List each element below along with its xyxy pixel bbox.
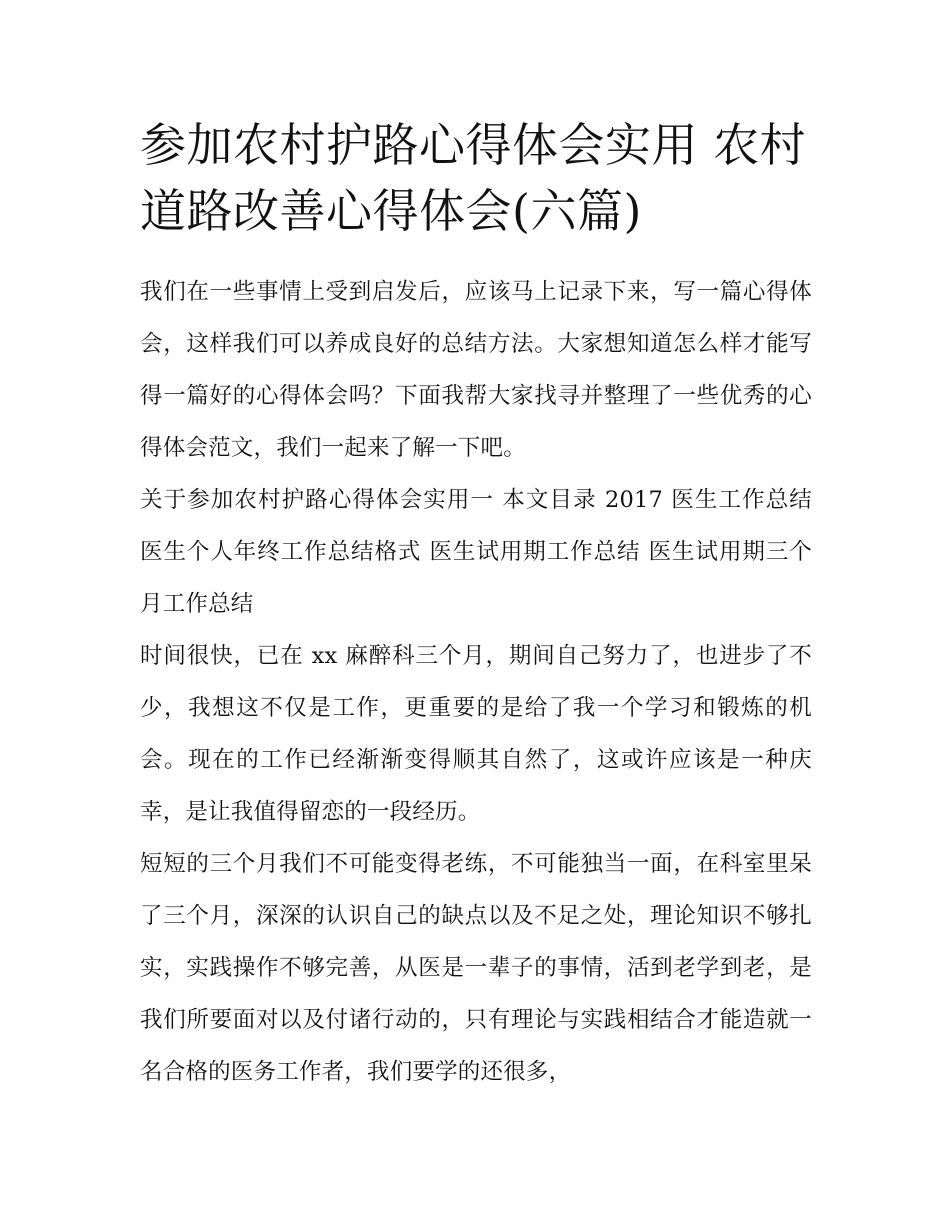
paragraph-reflection: 短短的三个月我们不可能变得老练，不可能独当一面，在科室里呆了三个月，深深的认识自己的缺点以及不足之处，理论知识不够扎实，实践操作不够完善，从医是一辈子的事情，活到老学到老，是我们所要面对以及付诸行动的，只有理论与实践相结合才能造就一名合格的医务工作者，我们要学的还很多， xyxy=(140,851,812,1085)
document-page xyxy=(140,112,812,1098)
document-title: 参加农村护路心得体会实用 农村道路改善心得体会(六篇) xyxy=(140,118,807,238)
document-body xyxy=(140,266,812,1098)
paragraph-time: 时间很快，已在 xx 麻醉科三个月，期间自己努力了，也进步了不少，我想这不仅是工作，更重要的是给了我一个学习和锻炼的机会。现在的工作已经渐渐变得顺其自然了，这或许应该是一种庆幸，是让我值得留恋的一段经历。 xyxy=(140,643,812,825)
paragraph-contents: 关于参加农村护路心得体会实用一 本文目录 2017 医生工作总结 医生个人年终工作总结格式 医生试用期工作总结 医生试用期三个月工作总结 xyxy=(140,487,812,617)
paragraph-intro: 我们在一些事情上受到启发后，应该马上记录下来，写一篇心得体会，这样我们可以养成良好的总结方法。大家想知道怎么样才能写得一篇好的心得体会吗？下面我帮大家找寻并整理了一些优秀的心得体会范文，我们一起来了解一下吧。 xyxy=(140,279,812,461)
